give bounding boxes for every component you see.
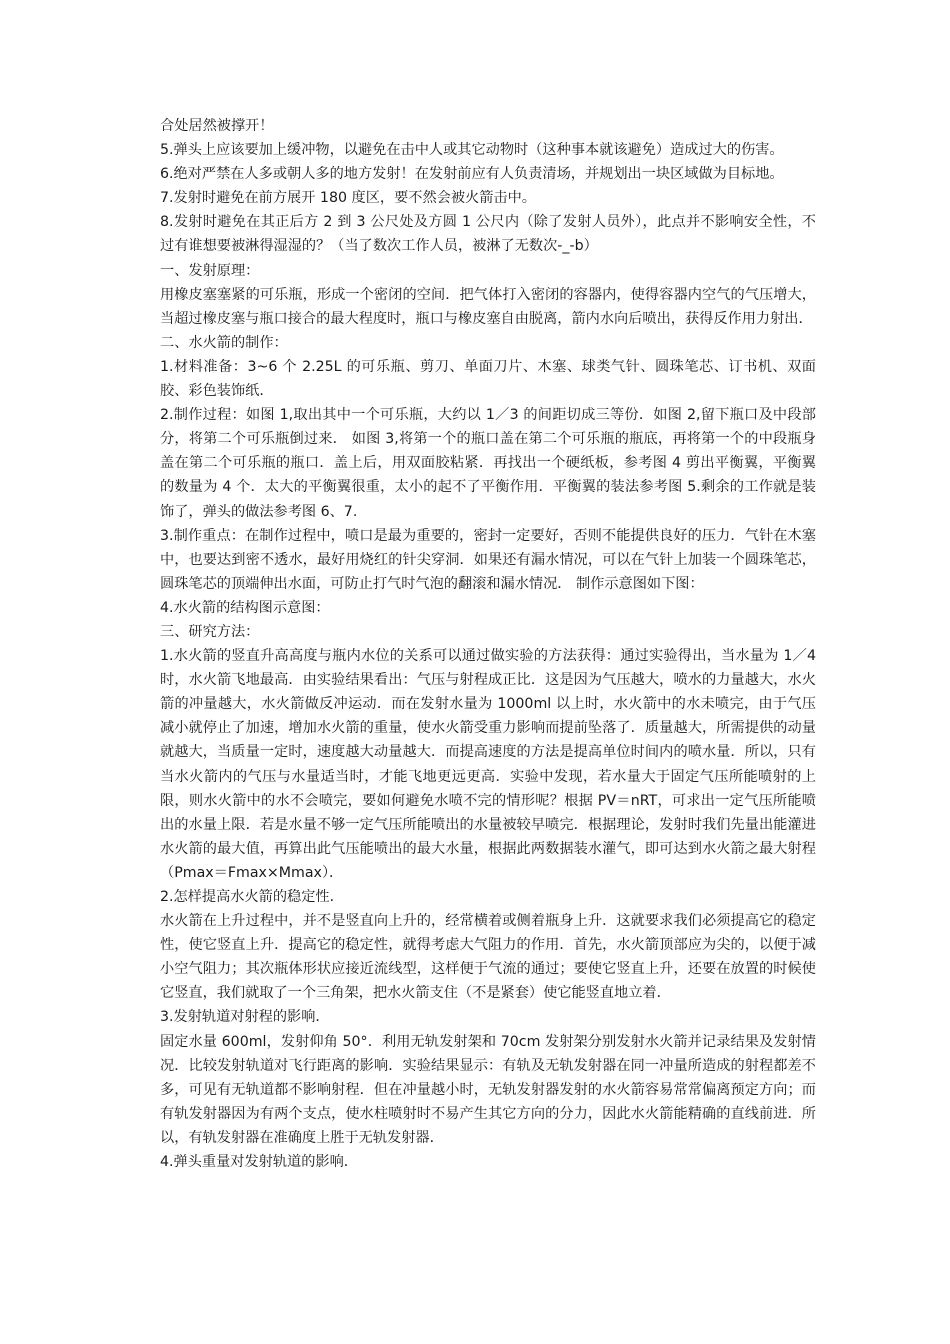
safety-rule-5: 5.弹头上应该要加上缓冲物，以避免在击中人或其它动物时（这种事本就该避免）造成过大的伤害。 bbox=[160, 142, 784, 159]
launch-rail-text: 固定水量 600ml，发射仰角 50°．利用无轨发射架和 70cm 发射架分别发射水火箭并记录结果及发射情况．比较发射轨道对飞行距离的影响．实验结果显示：有轨及无轨发射器在同一冲量所造成的射程都差不多，可见有无轨道都不影响射程．但在冲量越小时，无轨发射器发射的水火箭容易常常偏离预定方向；而有轨发射器因为有两个支点，使水柱喷射时不易产生其它方向的分力，因此水火箭能精确的直线前进．所以，有轨发射器在准确度上胜于无轨发射器． bbox=[160, 1033, 816, 1146]
section-heading-construction: 二、水火箭的制作： bbox=[160, 334, 288, 351]
structure-diagram-caption: 4.水火箭的结构图示意图： bbox=[160, 599, 330, 616]
safety-rule-8: 8.发射时避免在其正后方 2 到 3 公尺处及方圆 1 公尺内（除了发射人员外），此点并不影响安全性，不过有谁想要被淋得湿湿的？（当了数次工作人员，被淋了无数次-_-b） bbox=[160, 214, 816, 255]
launch-principle-text: 用橡皮塞塞紧的可乐瓶，形成一个密闭的空间．把气体打入密闭的容器内，使得容器内空气的气压增大，当超过橡皮塞与瓶口接合的最大程度时，瓶口与橡皮塞自由脱离，箭内水向后喷出，获得反作用力射出． bbox=[160, 286, 816, 327]
safety-rule-6: 6.绝对严禁在人多或朝人多的地方发射！在发射前应有人负责清场，并规划出一块区域做为目标地。 bbox=[160, 166, 784, 183]
subheading-stability: 2.怎样提高水火箭的稳定性． bbox=[160, 889, 344, 905]
section-heading-research-method: 三、研究方法： bbox=[160, 623, 260, 640]
construction-materials: 1.材料准备：3~6 个 2.25L 的可乐瓶、剪刀、单面刀片、木塞、球类气针、圆珠笔芯、订书机、双面胶、彩色装饰纸． bbox=[160, 358, 816, 400]
construction-key-points: 3.制作重点：在制作过程中，喷口是最为重要的，密封一定要好，否则不能提供良好的压力．气针在木塞中，也要达到密不透水，最好用烧红的针尖穿洞．如果还有漏水情况，可以在气针上加装一个圆珠笔芯，圆珠笔芯的顶端伸出水面，可防止打气时气泡的翻滚和漏水情况． 制作示意图如下图： bbox=[160, 527, 816, 592]
section-heading-launch-principle: 一、发射原理： bbox=[160, 262, 260, 279]
safety-rule-7: 7.发射时避免在前方展开 180 度区，要不然会被火箭击中。 bbox=[160, 190, 536, 207]
document-body bbox=[160, 114, 816, 1174]
research-height-vs-water: 1.水火箭的竖直升高高度与瓶内水位的关系可以通过做实验的方法获得：通过实验得出，当水量为 1／4 时，水火箭飞地最高．由实验结果看出：气压与射程成正比．这是因为气压越大，喷水的力量越大，水火箭的冲量越大，水火箭做反冲运动．而在发射水量为 1000ml 以上时，水火箭中的水未喷完，由于气压减小就停止了加速，增加水火箭的重量，使水火箭受重力影响而提前坠落了．质量越大，所需提供的动量就越大，当质量一定时，速度越大动量越大．而提高速度的方法是提高单位时间内的喷水量．所以，只有当水火箭内的气压与水量适当时，才能飞地更远更高．实验中发现，若水量大于固定气压所能喷射的上限，则水火箭中的水不会喷完，要如何避免水喷不完的情形呢？根据 PV＝nRT，可求出一定气压所能喷出的水量上限．若是水量不够一定气压所能喷出的水量被较早喷完．根据理论，发射时我们先量出能灌进水火箭的最大值，再算出此气压能喷出的最大水量，根据此两数据装水灌气，即可达到水火箭之最大射程（Pmax＝Fmax×Mmax）． bbox=[160, 648, 816, 881]
subheading-warhead-weight: 4.弹头重量对发射轨道的影响． bbox=[160, 1154, 358, 1171]
subheading-launch-rail: 3.发射轨道对射程的影响． bbox=[160, 1009, 330, 1026]
stability-text: 水火箭在上升过程中，并不是竖直向上升的，经常横着或侧着瓶身上升．这就要求我们必须提高它的稳定性，使它竖直上升．提高它的稳定性，就得考虑大气阻力的作用．首先，水火箭顶部应为尖的，以便于减小空气阻力；其次瓶体形状应接近流线型，这样便于气流的通过；要使它竖直上升，还要在放置的时候使它竖直，我们就取了一个三角架，把水火箭支住（不是紧套）使它能竖直地立着． bbox=[160, 913, 816, 1002]
construction-process: 2.制作过程：如图 1,取出其中一个可乐瓶，大约以 1／3 的间距切成三等份．如图 2,留下瓶口及中段部分，将第二个可乐瓶倒过来． 如图 3,将第一个的瓶口盖在第二个可乐瓶的瓶底，再将第一个的中段瓶身盖在第二个可乐瓶的瓶口．盖上后，用双面胶粘紧．再找出一个硬纸板，参考图 4 剪出平衡翼，平衡翼的数量为 4 个．太大的平衡翼很重，太小的起不了平衡作用．平衡翼的装法参考图 5.剩余的工作就是装饰了，弹头的做法参考图 6、7. bbox=[160, 407, 816, 520]
paragraph-continuation: 合处居然被撑开！ bbox=[160, 118, 274, 134]
